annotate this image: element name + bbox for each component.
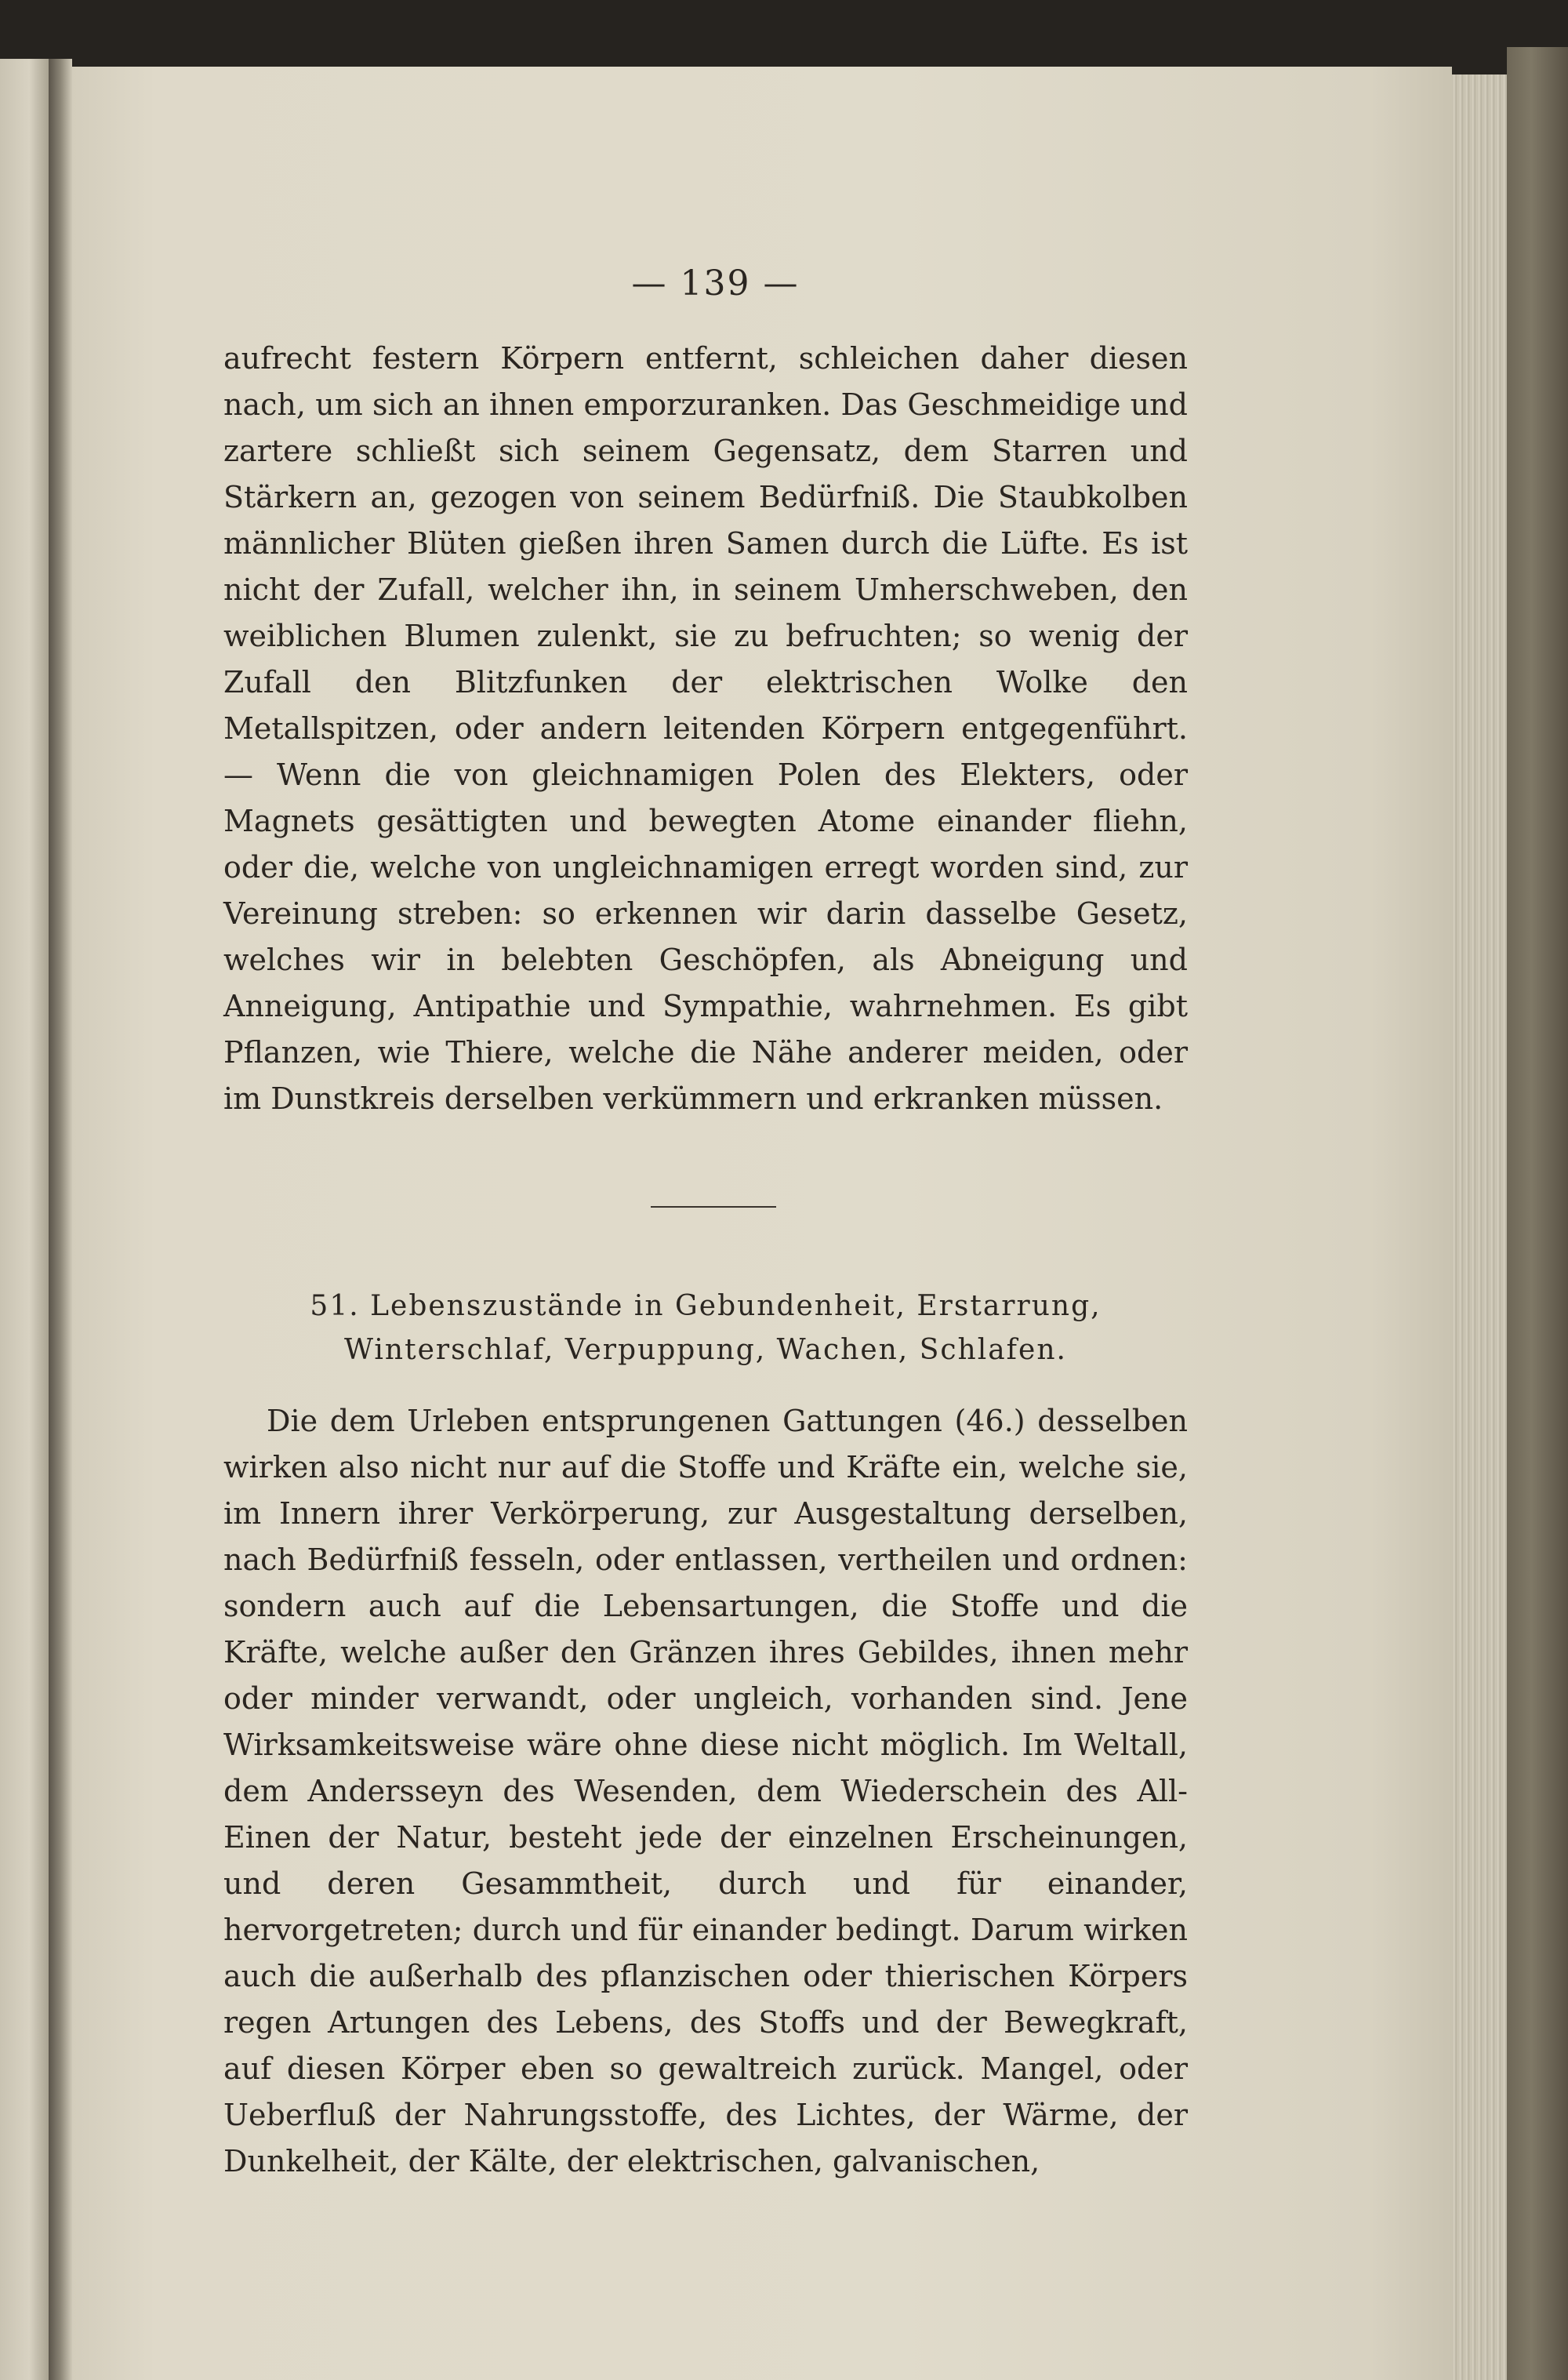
paragraph-1: aufrecht festern Körpern entfernt, schleichen daher diesen nach, um sich an ihnen emporzuranken. Das Geschmeidige und zartere schließt sich seinem Gegensatz, dem Starren und Stärkern an, gezogen von seinem Bedürfniß. Die Staubkolben männlicher Blüten gießen ihren Samen durch die Lüfte. Es ist nicht der Zufall, welcher ihn, in seinem Umherschweben, den weiblichen Blumen zulenkt, sie zu befruchten; so wenig der Zufall den Blitzfunken der elektrischen Wolke den Metallspitzen, oder andern leitenden Körpern entgegenführt. — Wenn die von gleichnamigen Polen des Elekters, oder Magnets gesättigten und bewegten Atome einander fliehn, oder die, welche von ungleichnamigen erregt worden sind, zur Vereinung streben: so erkennen wir darin dasselbe Gesetz, welches wir in belebten Geschöpfen, als Abneigung und Anneigung, Antipathie und Sympathie, wahrnehmen. Es gibt Pflanzen, wie Thiere, welche die Nähe anderer meiden, oder im Dunstkreis derselben verkümmern und erkranken müssen. xyxy=(223,341,1188,1116)
book-gutter xyxy=(49,59,72,2380)
page-text-block xyxy=(223,263,1188,2185)
page-stack-edge xyxy=(1452,74,1507,2380)
page-number: — 139 — xyxy=(631,263,800,303)
section-heading: 51. Lebenszustände in Gebundenheit, Erstarrung, Winterschlaf, Verpuppung, Wachen, Schlafen. xyxy=(310,1290,1102,1366)
section-separator xyxy=(651,1206,776,1208)
paragraph-2: Die dem Urleben entsprungenen Gattungen (46.) desselben wirken also nicht nur auf die Stoffe und Kräfte ein, welche sie, im Innern ihrer Verkörperung, zur Ausgestaltung derselben, nach Bedürfniß fesseln, oder entlassen, vertheilen und ordnen: sondern auch auf die Lebensartungen, die Stoffe und die Kräfte, welche außer den Gränzen ihres Gebildes, ihnen mehr oder minder verwandt, oder ungleich, vorhanden sind. Jene Wirksamkeitsweise wäre ohne diese nicht möglich. Im Weltall, dem Andersseyn des Wesenden, dem Wiederschein des All-Einen der Natur, besteht jede der einzelnen Erscheinungen, und deren Gesammtheit, durch und für einander, hervorgetreten; durch und für einander bedingt. Darum wirken auch die außerhalb des pflanzischen oder thierischen Körpers regen Artungen des Lebens, des Stoffs und der Bewegkraft, auf diesen Körper eben so gewaltreich zurück. Mangel, oder Ueberfluß der Nahrungsstoffe, des Lichtes, der Wärme, der Dunkelheit, der Kälte, der elektrischen, galvanischen, xyxy=(223,1404,1188,2178)
left-page-edge xyxy=(0,59,49,2380)
book-cover-edge xyxy=(1507,47,1568,2380)
